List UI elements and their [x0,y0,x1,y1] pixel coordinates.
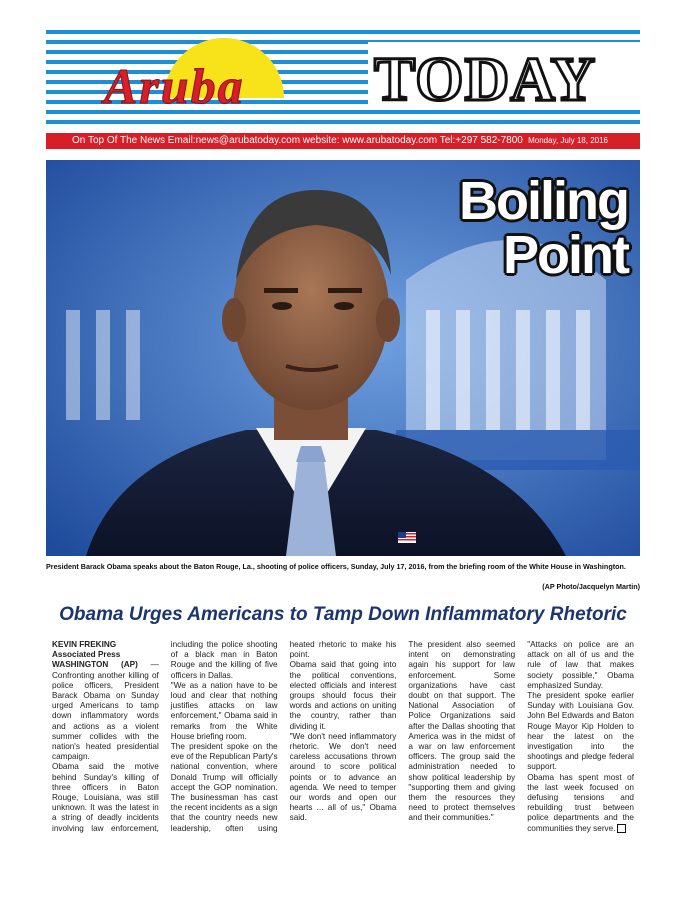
story-body [52,640,634,846]
info-bar [46,133,640,149]
story-paragraph-text: Obama has spent most of the last week focused on defusing tensions and rebuilding trust between police departments and the communities they serve. [527,772,634,833]
headline-line-2: Point [503,225,628,285]
issue-date: Monday, July 18, 2016 [528,136,608,145]
story-paragraph: "We as a nation have to be loud and clear that nothing justifies attacks on law enforcement," Obama said in remarks from the White House briefing room. [170,680,278,741]
front-photo [46,160,640,556]
story-title: Obama Urges Americans to Tamp Down Inflammatory Rhetoric [59,604,627,625]
story-paragraph-text: — Confronting another killing of police officers, President Barack Obama on Sunday urged Americans to tamp down inflammatory words and actions as a violent summer collides with the nation's heated presidential campaign. [52,660,159,762]
contact-line: On Top Of The News Email:news@arubatoday.com website: www.arubatoday.com Tel:+297 582-7800 [72,135,523,146]
story-paragraph: Obama said that going into the political conventions, elected officials and interest groups should focus their words and actions on uniting the country, rather than dividing it. [289,660,397,731]
story-paragraph: The president also seemed intent on demonstrating again his support for law enforcement. Some organizations have cast doubt on that support. The National Association of Police Organizations said after the Dallas shooting that America was in the midst of a war on law enforcement officers. The group said the administration needed to show political leadership by "supporting them and giving them the resources they need to protect themselves and their communities." [408,640,516,823]
story-dateline: WASHINGTON (AP) [52,660,138,670]
story-paragraph: The president spoke earlier Sunday with Louisiana Gov. John Bel Edwards and Baton Rouge Mayor Kip Holden to hear the latest on the investigation into the shootings and pledge federal support. [527,691,634,772]
masthead-logo [46,28,640,130]
story-author: KEVIN FREKING [52,640,117,649]
logo-script-aruba: Aruba [104,58,245,114]
story-agency: Associated Press [52,650,121,660]
story-paragraph: "We don't need inflammatory rhetoric. We don't need careless accusations thrown around to score political points or to advance an agenda. We need to temper our words and open our hearts ... all of us," Obama said. [289,731,397,823]
photo-headline [459,171,628,285]
headline-line-1: Boiling [459,171,628,231]
story-paragraph: "Attacks on police are an attack on all of us and the rule of law that makes society possible," Obama emphasized Sunday. [527,640,634,690]
logo-word-today: TODAY [374,46,597,114]
photo-caption: President Barack Obama speaks about the Baton Rouge, La., shooting of police officers, Sunday, July 17, 2016, from the briefing room of the White House in Washington. [46,562,626,571]
story-paragraph-last [527,773,634,834]
story-paragraph: The president spoke on the eve of the Republican Party's national convention, where Donald Trump will officially accept the GOP nomination. The businessman has cast the recent incidents as a sign that the country needs new leadership, often using heated rhetoric to make his point. [170,640,397,833]
story-paragraph [52,660,159,762]
end-mark-icon [617,824,626,833]
photo-credit: (AP Photo/Jacquelyn Martin) [542,582,640,591]
story-paragraph: Obama said the motive behind Sunday's killing of three officers in Baton Rouge, Louisiana, was still unknown. It was the latest in a string of deadly incidents involving law enforcement, including the police shooting of a black man in Baton Rouge and the killing of five officers in Dallas. [52,640,278,833]
masthead [46,28,640,130]
